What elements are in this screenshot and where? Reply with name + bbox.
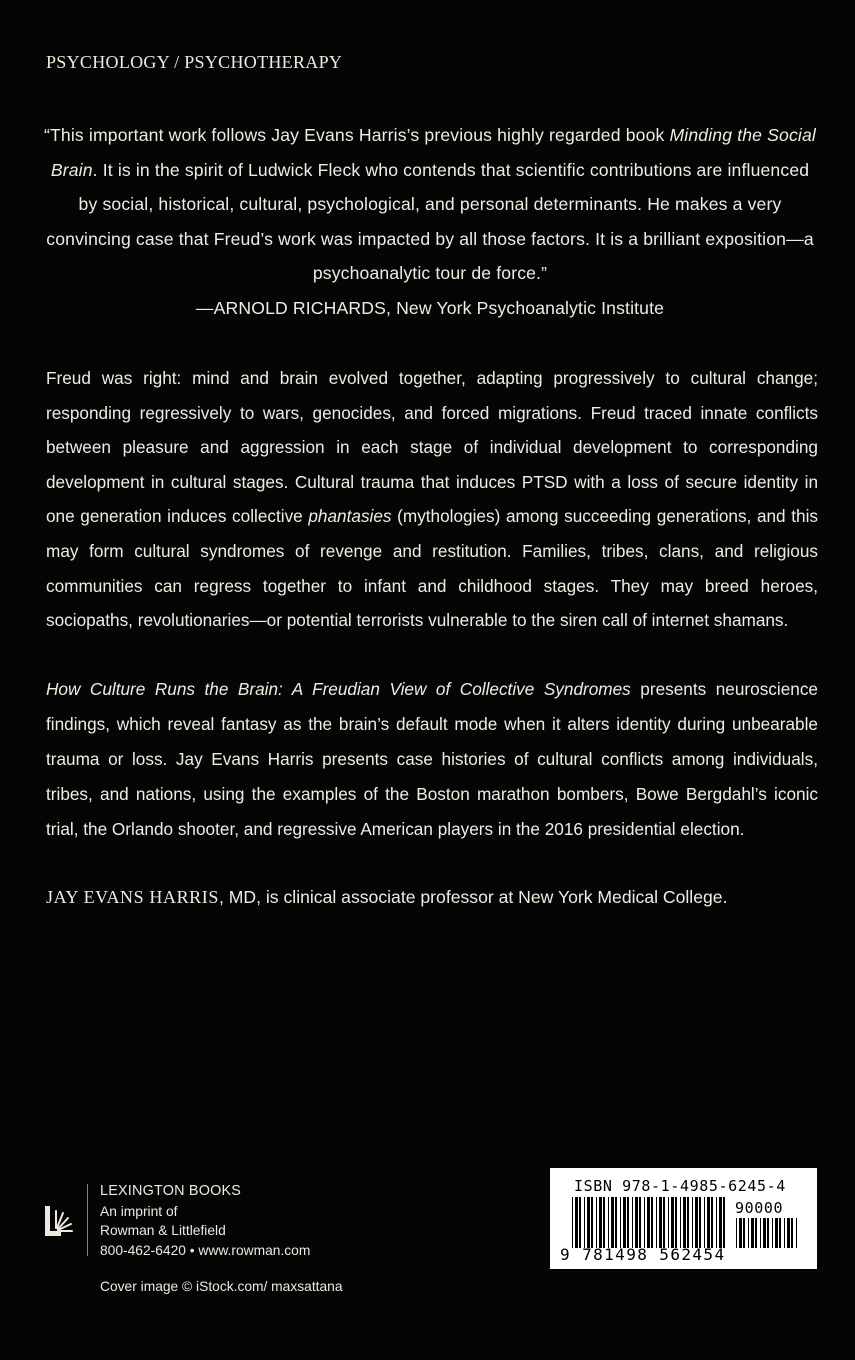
- barcode-bar: [587, 1197, 590, 1248]
- barcode-bar: [719, 1197, 722, 1248]
- barcode-bar: [651, 1197, 653, 1248]
- barcode-bar: [687, 1197, 689, 1248]
- publisher-contact: 800-462-6420 • www.rowman.com: [100, 1242, 311, 1258]
- barcode-bar: [796, 1218, 797, 1248]
- barcode-bar: [723, 1197, 725, 1248]
- barcode-bar: [663, 1197, 665, 1248]
- isbn-barcode: [550, 1168, 817, 1269]
- barcode-bar: [644, 1197, 645, 1248]
- imprint-line-2: Rowman & Littlefield: [100, 1223, 226, 1238]
- barcode-bar: [572, 1197, 573, 1248]
- description-text: Freud was right: mind and brain evolved together, adapting progressively to cultural change; responding regressively to wars, genocides, and forced migrations. Freud traced innate conflicts between pleasure and aggression in each stage of individual development to corresponding development in cultural stages. Cultural trauma that induces PTSD with a loss of secure identity in one generation induces collective: [46, 368, 818, 527]
- barcode-bar: [743, 1218, 745, 1248]
- barcode-bar: [763, 1218, 766, 1248]
- barcode-bar: [775, 1218, 778, 1248]
- barcode-bar: [748, 1218, 749, 1248]
- barcode-bar: [635, 1197, 638, 1248]
- barcode-bar: [695, 1197, 698, 1248]
- quote-text-1: “This important work follows Jay Evans Harris’s previous highly regarded book: [44, 125, 670, 145]
- attribution-affiliation: , New York Psychoanalytic Institute: [386, 297, 665, 318]
- author-bio-text: , MD, is clinical associate professor at New York Medical College.: [218, 887, 728, 907]
- barcode-bar: [779, 1218, 781, 1248]
- imprint-line-1: An imprint of: [100, 1203, 178, 1219]
- barcode-bar: [627, 1197, 629, 1248]
- barcode-bar: [591, 1197, 593, 1248]
- barcode-bar: [632, 1197, 633, 1248]
- barcode-bar: [784, 1218, 785, 1248]
- barcode-bar: [656, 1197, 657, 1248]
- barcode-bar: [787, 1218, 790, 1248]
- description-paragraph-1: [46, 361, 818, 638]
- publisher-divider: [87, 1184, 88, 1256]
- barcode-bar: [647, 1197, 650, 1248]
- barcode-bar: [596, 1197, 597, 1248]
- barcode-bar: [711, 1197, 713, 1248]
- barcode-bar: [699, 1197, 701, 1248]
- barcode-bar: [767, 1218, 769, 1248]
- barcode-bar: [683, 1197, 686, 1248]
- cover-credit: Cover image © iStock.com/ maxsattana: [100, 1279, 343, 1294]
- barcode-bar: [760, 1218, 761, 1248]
- attribution-name: —ARNOLD RICHARDS: [195, 297, 386, 318]
- barcode-bar: [751, 1218, 754, 1248]
- barcode-bar: [615, 1197, 617, 1248]
- quote-book-title: Minding the Social Brain: [50, 125, 816, 180]
- barcode-bar: [704, 1197, 705, 1248]
- author-bio: [46, 882, 826, 912]
- barcode-bar: [623, 1197, 626, 1248]
- barcode-bar: [739, 1218, 742, 1248]
- barcode-bar: [675, 1197, 677, 1248]
- barcode-bar: [584, 1197, 585, 1248]
- barcode-bar: [671, 1197, 674, 1248]
- author-name: JAY EVANS HARRIS: [46, 887, 219, 907]
- barcode-bar: [611, 1197, 614, 1248]
- barcode-bar: [736, 1218, 737, 1248]
- endorsement-quote: [40, 118, 820, 325]
- barcode-bar: [772, 1218, 773, 1248]
- barcode-bar: [659, 1197, 662, 1248]
- barcode-bar: [620, 1197, 621, 1248]
- publisher-info: [100, 1182, 310, 1260]
- barcode-bar: [579, 1197, 581, 1248]
- barcode-bar: [608, 1197, 609, 1248]
- barcode-bar: [755, 1218, 757, 1248]
- barcode-bar: [791, 1218, 793, 1248]
- quote-text-2: . It is in the spirit of Ludwick Fleck who contends that scientific contributions are influenced by social, historical, cultural, psychological, and personal determinants. He makes a very convincing case that Freud’s work was impacted by all those factors. It is a brilliant exposition—a psychoanalytic tour de force.”: [46, 159, 814, 283]
- barcode-bar: [599, 1197, 602, 1248]
- description-paragraph-2: [46, 672, 818, 847]
- publisher-name: LEXINGTON BOOKS: [100, 1183, 242, 1199]
- barcode-bar: [668, 1197, 669, 1248]
- barcode-bar: [680, 1197, 681, 1248]
- barcode-bar: [692, 1197, 693, 1248]
- category-label: PSYCHOLOGY / PSYCHOTHERAPY: [46, 52, 343, 72]
- barcode-bar: [716, 1197, 717, 1248]
- price-code: 90000: [735, 1199, 784, 1217]
- barcode-bar: [603, 1197, 605, 1248]
- description-text: (mythologies) among succeeding generations, and this may form cultural syndromes of revenge and restitution. Families, tribes, clans, and religious communities can regress together to infant and childhood stages. They may breed heroes, sociopaths, revolutionaries—or potential terrorists vulnerable to the siren call of internet shamans.: [46, 506, 818, 631]
- book-title-italic: How Culture Runs the Brain: A Freudian View of Collective Syndromes: [46, 679, 631, 699]
- lexington-books-logo-icon: [44, 1202, 74, 1242]
- barcode-digits: 9 781498 562454: [560, 1245, 726, 1264]
- description-text: presents neuroscience findings, which reveal fantasy as the brain’s default mode when it alters identity during unbearable trauma or loss. Jay Evans Harris presents case histories of cultural conflicts among individuals, tribes, and nations, using the examples of the Boston marathon bombers, Bowe Bergdahl’s iconic trial, the Orlando shooter, and regressive American players in the 2016 presidential election.: [46, 679, 818, 839]
- quote-attribution: [40, 291, 820, 326]
- barcode-bar: [707, 1197, 710, 1248]
- isbn-text: ISBN 978-1-4985-6245-4: [574, 1177, 786, 1195]
- description-italic-term: phantasies: [308, 506, 392, 527]
- barcode-bar: [575, 1197, 578, 1248]
- barcode-bar: [639, 1197, 641, 1248]
